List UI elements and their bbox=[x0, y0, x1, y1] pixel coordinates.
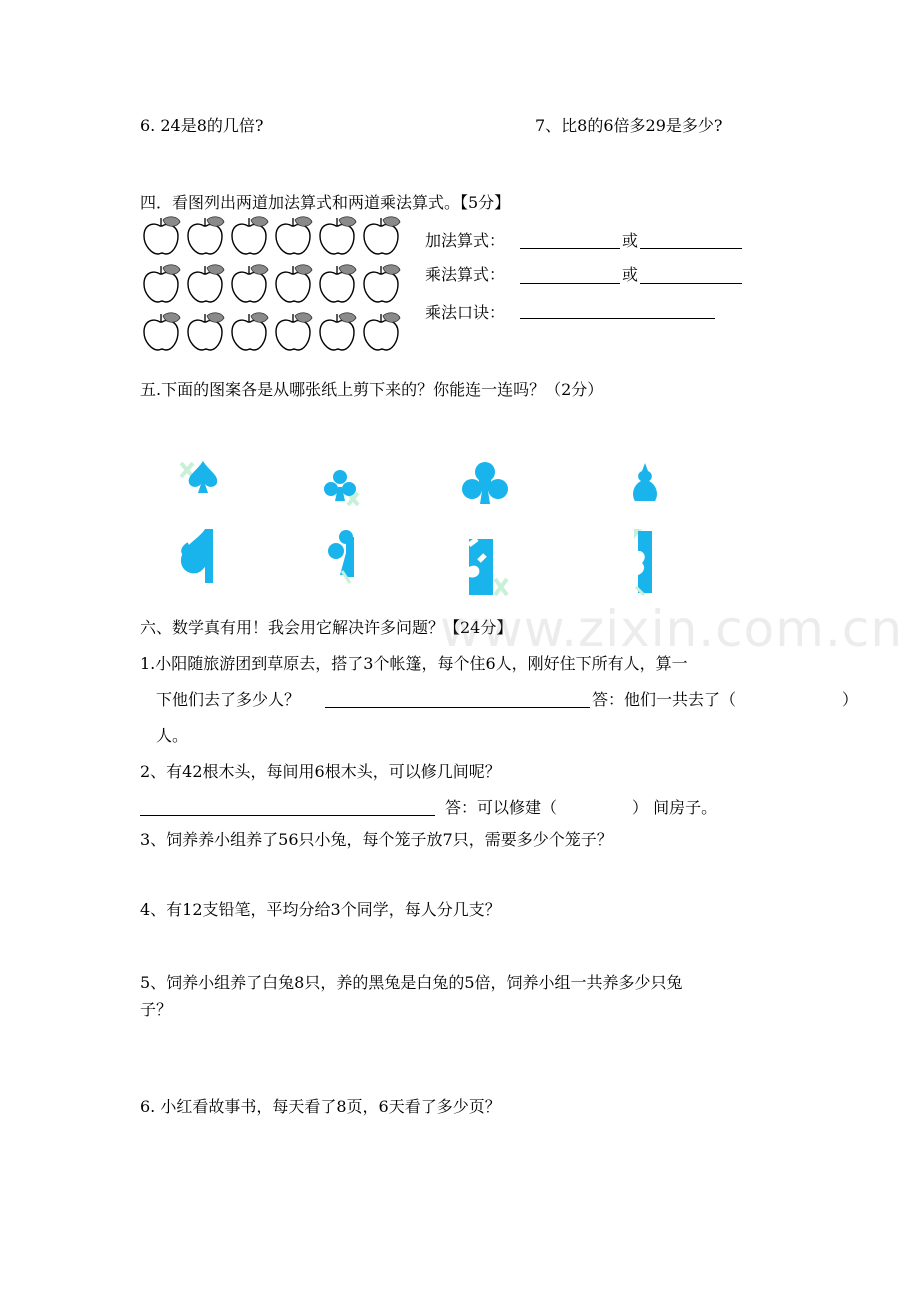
section-4-title: 四．看图列出两道加法算式和两道乘法算式。【5分】 bbox=[140, 193, 511, 212]
apple-icon bbox=[316, 214, 358, 258]
problem-5-line-2: 子？ bbox=[140, 1000, 173, 1019]
section-5-title: 五.下面的图案各是从哪张纸上剪下来的？你能连一连吗？（2分） bbox=[140, 380, 604, 399]
folded-trefoil-half[interactable] bbox=[465, 535, 515, 600]
problem-6: 6. 小红看故事书，每天看了8页，6天看了多少页？ bbox=[140, 1097, 501, 1116]
question-6: 6. 24是8的几倍? bbox=[140, 116, 264, 135]
addition-blank-1[interactable] bbox=[520, 248, 620, 249]
apple-icon bbox=[184, 310, 226, 354]
apple-icon bbox=[316, 262, 358, 306]
problem-5-line-1: 5、饲养小组养了白兔8只，养的黑兔是白兔的5倍，饲养小组一共养多少只兔 bbox=[140, 973, 683, 992]
apple-icon bbox=[140, 310, 182, 354]
multiplication-blank-1[interactable] bbox=[520, 283, 620, 284]
problem-2-answer-suffix: ） 间房子。 bbox=[632, 798, 718, 817]
problem-1-line-3: 人。 bbox=[156, 726, 189, 745]
multiplication-blank-2[interactable] bbox=[640, 283, 742, 284]
problem-1-line-2: 下他们去了多少人？ bbox=[156, 690, 301, 709]
apple-grid bbox=[140, 214, 408, 358]
rhyme-blank[interactable] bbox=[520, 318, 715, 319]
trefoil-shape[interactable] bbox=[458, 459, 513, 509]
problem-1-answer-prefix: 答：他们一共去了（ bbox=[592, 690, 737, 709]
problem-2-answer-prefix: 答：可以修建（ bbox=[445, 798, 558, 817]
problem-2-work-blank[interactable] bbox=[140, 815, 435, 816]
problem-3: 3、饲养养小组养了56只小兔，每个笼子放7只，需要多少个笼子？ bbox=[140, 830, 613, 849]
spade-shape[interactable] bbox=[175, 455, 225, 500]
apple-icon bbox=[184, 262, 226, 306]
club-shape[interactable] bbox=[318, 465, 368, 510]
problem-1-line-1: 1.小阳随旅游团到草原去，搭了3个帐篷，每个住6人，刚好住下所有人，算一 bbox=[140, 654, 688, 673]
gourd-shape[interactable] bbox=[625, 461, 665, 511]
apple-icon bbox=[360, 214, 402, 258]
apple-row bbox=[140, 310, 408, 354]
addition-label: 加法算式： bbox=[425, 231, 506, 250]
section-6-title: 六、数学真有用！我会用它解决许多问题？【24分】 bbox=[140, 618, 513, 637]
apple-icon bbox=[228, 262, 270, 306]
addition-blank-2[interactable] bbox=[640, 248, 742, 249]
apple-icon bbox=[272, 214, 314, 258]
problem-1-answer-close: ） bbox=[842, 690, 859, 709]
apple-icon bbox=[228, 214, 270, 258]
apple-icon bbox=[228, 310, 270, 354]
apple-icon bbox=[360, 262, 402, 306]
apple-icon bbox=[272, 262, 314, 306]
apple-icon bbox=[184, 214, 226, 258]
shape-matching-area bbox=[160, 455, 700, 605]
apple-icon bbox=[316, 310, 358, 354]
or-text-2: 或 bbox=[622, 265, 639, 284]
folded-gourd-half[interactable] bbox=[630, 527, 660, 597]
problem-1-work-blank[interactable] bbox=[325, 707, 590, 708]
folded-club-half[interactable] bbox=[320, 527, 360, 587]
rhyme-label: 乘法口诀： bbox=[425, 303, 506, 322]
multiplication-label: 乘法算式： bbox=[425, 265, 506, 284]
apple-icon bbox=[140, 262, 182, 306]
or-text-1: 或 bbox=[622, 231, 639, 250]
apple-icon bbox=[140, 214, 182, 258]
apple-icon bbox=[360, 310, 402, 354]
problem-4: 4、有12支铅笔，平均分给3个同学，每人分几支？ bbox=[140, 900, 501, 919]
apple-row bbox=[140, 214, 408, 258]
folded-spade-half[interactable] bbox=[175, 525, 225, 590]
apple-row bbox=[140, 262, 408, 306]
problem-2-line-1: 2、有42根木头，每间用6根木头，可以修几间呢？ bbox=[140, 762, 501, 781]
question-7: 7、比8的6倍多29是多少? bbox=[535, 116, 723, 135]
watermark-text: www.zixin.com.cn bbox=[440, 600, 904, 658]
apple-icon bbox=[272, 310, 314, 354]
